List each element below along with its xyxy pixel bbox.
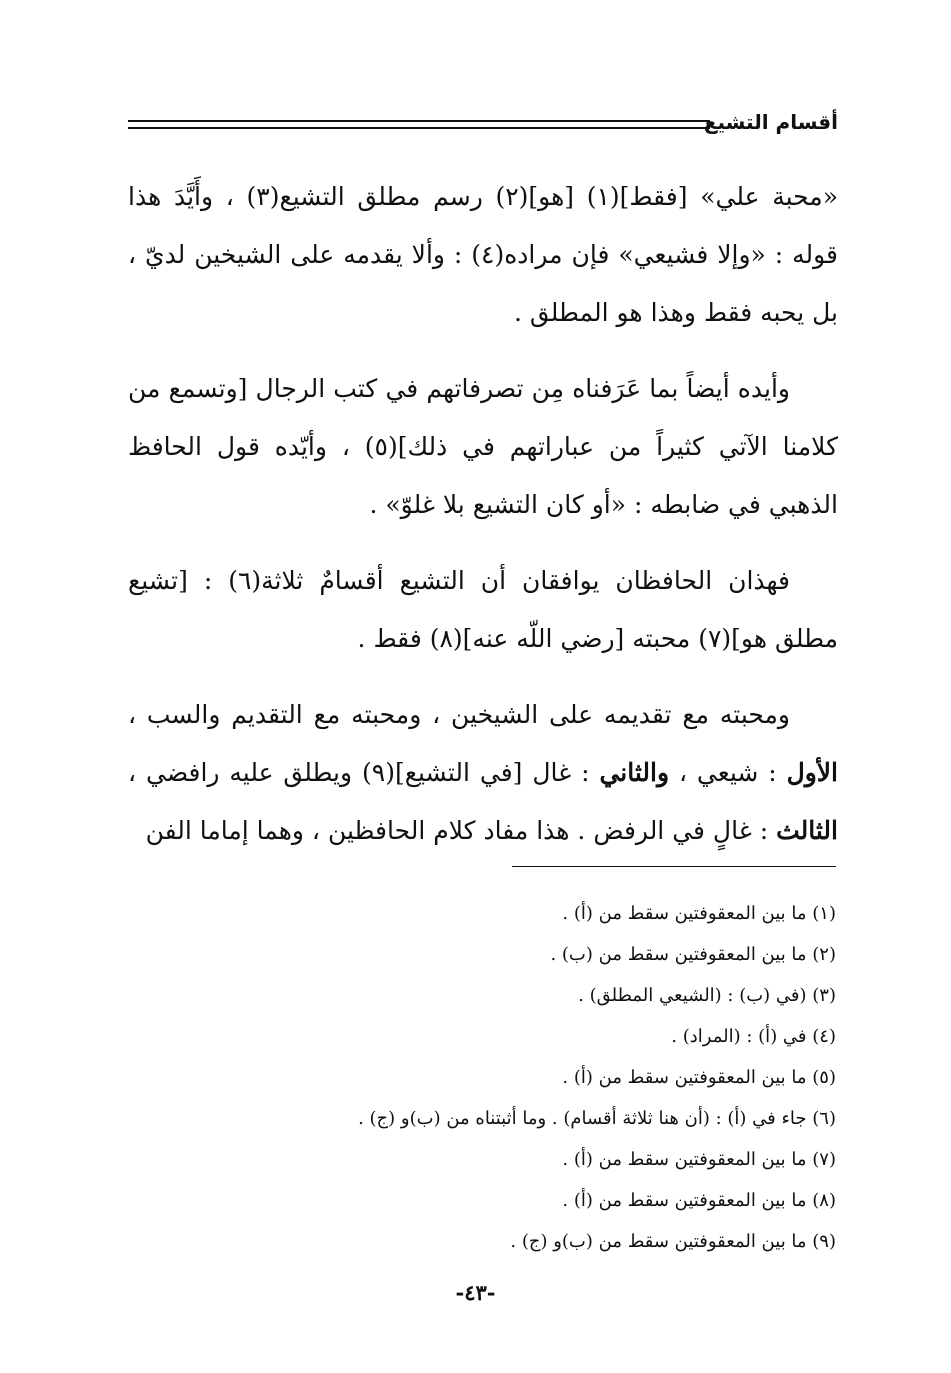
- second-category-text: : غال [في التشيع](٩) ويطلق عليه رافضي ،: [128, 758, 600, 787]
- paragraph-1: «محبة علي» [فقط](١) [هو](٢) رسم مطلق التشيع(٣) ، وأَيَّدَ هذا قوله : «وإلا فشيعي» فإن مراده(٤) : وألا يقدمه على الشيخين لديّ ، بل يحبه فقط وهذا هو المطلق .: [128, 182, 838, 327]
- footnote-separator: [512, 866, 836, 867]
- footnote-7: (٧) ما بين المعقوفتين سقط من (أ) .: [562, 1149, 836, 1170]
- footnote-3: (٣) (في (ب) : (الشيعي المطلق) .: [578, 985, 836, 1006]
- third-category-label: الثالث: [776, 816, 838, 845]
- header-double-rule: [128, 120, 710, 129]
- first-category-label: الأول: [786, 758, 839, 787]
- paragraph-4: [128, 686, 838, 860]
- first-category-text: : شيعي ،: [669, 758, 787, 787]
- paragraph-4-intro: ومحبته مع تقديمه على الشيخين ، ومحبته مع التقديم والسب ،: [128, 700, 790, 729]
- footnotes-list: [128, 893, 836, 1262]
- header-title: أقسام التشيع: [703, 110, 838, 134]
- footnote-5: (٥) ما بين المعقوفتين سقط من (أ) .: [562, 1067, 836, 1088]
- second-category-label: والثاني: [599, 758, 670, 787]
- running-header: [128, 108, 838, 148]
- third-category-text: : غالٍ في الرفض . هذا مفاد كلام الحافظين ، وهما إماما الفن: [145, 816, 777, 845]
- page-number: -٤٣-: [455, 1280, 496, 1305]
- footnote-9: (٩) ما بين المعقوفتين سقط من (ب)و (ج) .: [510, 1231, 836, 1252]
- footnote-8: (٨) ما بين المعقوفتين سقط من (أ) .: [562, 1190, 836, 1211]
- footnote-1: (١) ما بين المعقوفتين سقط من (أ) .: [562, 903, 836, 924]
- paragraph-3: فهذان الحافظان يوافقان أن التشيع أقسامٌ ثلاثة(٦) : [تشيع مطلق هو](٧) محبته [رضي اللّه عنه](٨) فقط .: [128, 566, 838, 653]
- footnote-2: (٢) ما بين المعقوفتين سقط من (ب) .: [550, 944, 836, 965]
- paragraph-2: وأيده أيضاً بما عَرَفناه مِن تصرفاتهم في كتب الرجال [وتسمع من كلامنا الآتي كثيراً من عباراتهم في ذلك](٥) ، وأيّده قول الحافظ الذهبي في ضابطه : «أو كان التشيع بلا غلوّ» .: [128, 374, 838, 519]
- footnote-6: (٦) جاء في (أ) : (أن هنا ثلاثة أقسام) . وما أثبتناه من (ب)و (ج) .: [358, 1108, 836, 1129]
- main-text: [128, 168, 838, 878]
- footnote-4: (٤) في (أ) : (المراد) .: [671, 1026, 836, 1047]
